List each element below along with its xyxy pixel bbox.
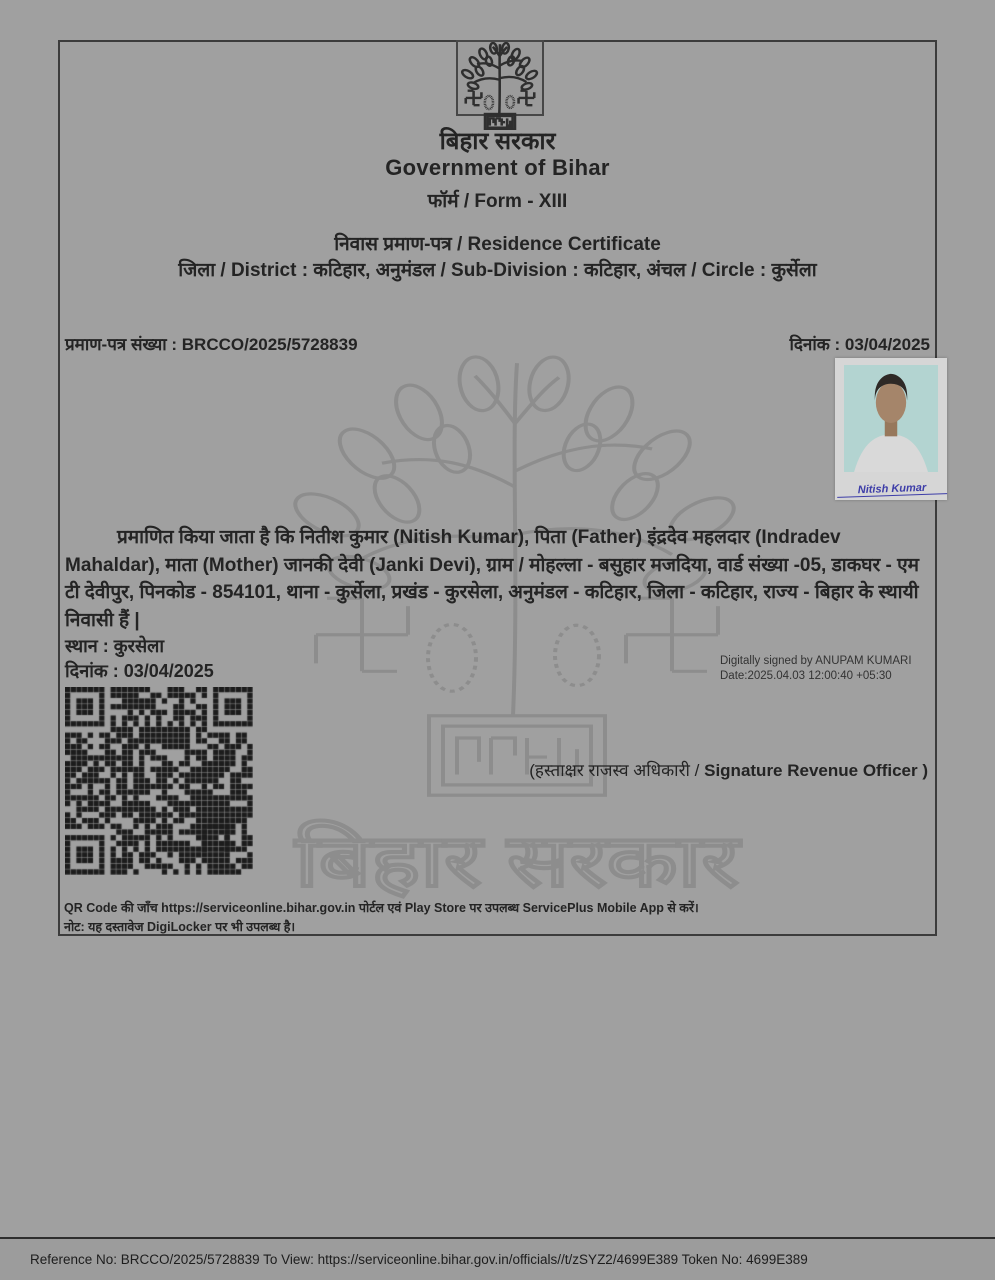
qr-code (65, 687, 253, 875)
certificate-statement: प्रमाणित किया जाता है कि नितीश कुमार (Nitish Kumar), पिता (Father) इंद्रदेव महलदार (Indradev Mahaldar), माता (Mother) जानकी देवी (Janki Devi), ग्राम / मोहल्ला - बसुहार मजदिया, वार्ड संख्या -05, डाकघर - एम टी देवीपुर, पिनकोड - 854101, थाना - कुर्सेला, प्रखंड - कुरसेला, अनुमंडल - कटिहार, जिला - कटिहार, राज्य - बिहार के स्थायी निवासी हैं | (65, 527, 920, 631)
watermark-text: बिहार सरकार (294, 819, 740, 902)
district-subdivision-circle-line: जिला / District : कटिहार, अनुमंडल / Sub-Division : कटिहार, अंचल / Circle : कुर्सेला (178, 260, 817, 281)
applicant-photo (835, 358, 947, 500)
applicant-portrait (844, 365, 938, 472)
officer-label-english: Signature Revenue Officer ) (704, 761, 928, 780)
issue-date: दिनांक : 03/04/2025 (789, 335, 930, 354)
form-number-line: फॉर्म / Form - XIII (427, 191, 568, 212)
certificate-number: प्रमाण-पत्र संख्या : BRCCO/2025/5728839 (65, 335, 358, 354)
digital-signature-stamp (720, 654, 912, 684)
qr-verification-note: QR Code की जाँच https://serviceonline.bihar.gov.in पोर्टल एवं Play Store पर उपलब्ध ServicePlus Mobile App से करें। (64, 901, 699, 915)
govt-title-english: Government of Bihar (385, 155, 610, 180)
portrait-image (844, 365, 938, 472)
digilocker-note: नोट: यह दस्तावेज DigiLocker पर भी उपलब्ध है। (64, 920, 296, 934)
applicant-handwritten-signature: Nitish Kumar (837, 481, 947, 498)
place-line: स्थान : कुरसेला (65, 636, 165, 656)
revenue-officer-signature-label (529, 758, 928, 781)
signoff-date-line: दिनांक : 03/04/2025 (65, 661, 214, 681)
certificate-body (58, 40, 937, 936)
digital-signature-signer: Digitally signed by ANUPAM KUMARI (720, 655, 912, 667)
officer-label-hindi: (हस्ताक्षर राजस्व अधिकारी / (529, 761, 705, 780)
digital-signature-timestamp: Date:2025.04.03 12:00:40 +05:30 (720, 670, 892, 682)
reference-line: Reference No: BRCCO/2025/5728839 To View: https://serviceonline.bihar.gov.in/officials//t/zSYZ2/4699E389 Token No: 4699E389 (30, 1252, 808, 1267)
govt-title-hindi: बिहार सरकार (439, 128, 556, 155)
bihar-government-emblem-icon (454, 42, 546, 130)
certificate-title: निवास प्रमाण-पत्र / Residence Certificate (334, 234, 661, 255)
